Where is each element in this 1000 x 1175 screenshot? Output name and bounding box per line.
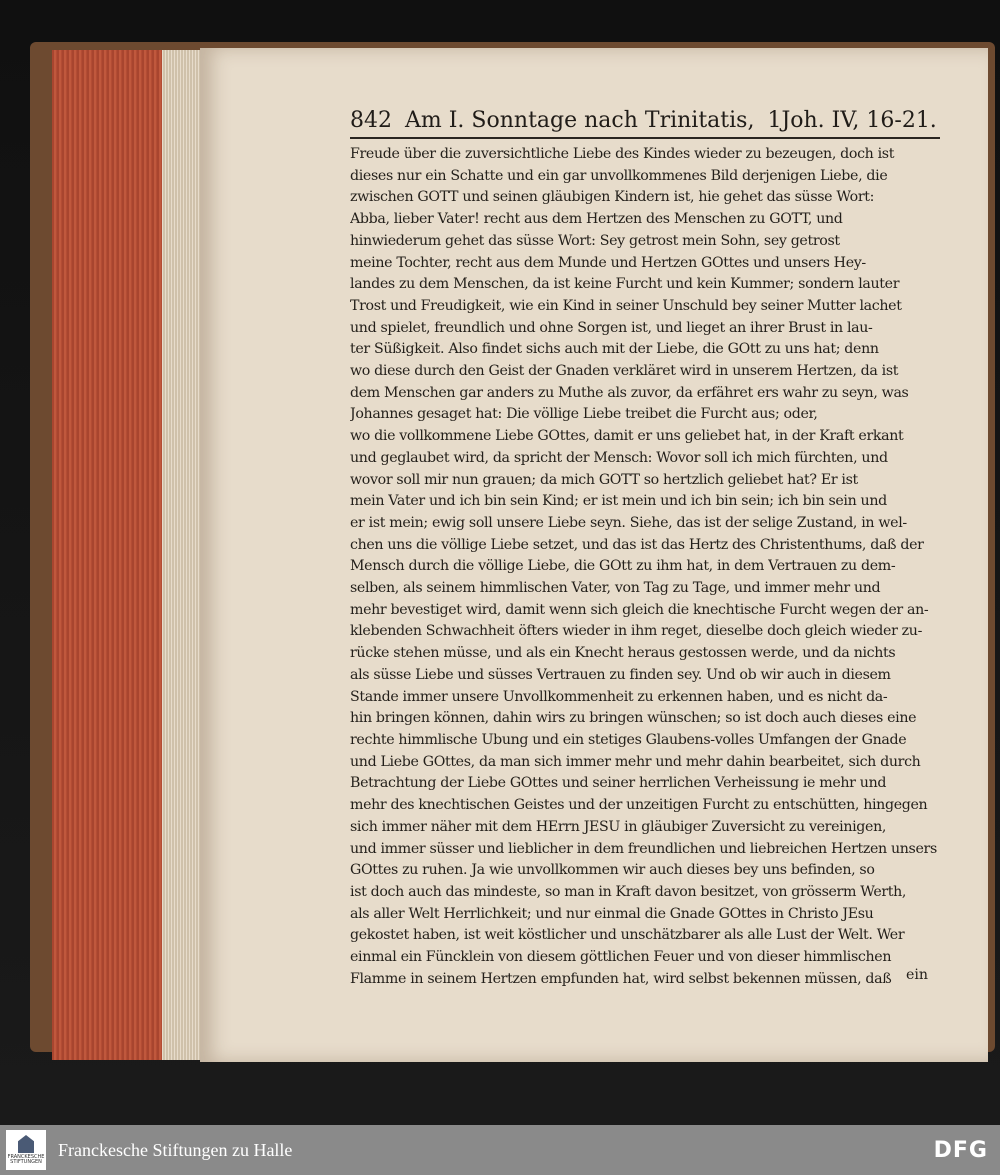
institution-logo	[6, 1130, 46, 1170]
text-line: Trost und Freudigkeit, wie ein Kind in seiner Unschuld bey seiner Mutter lachet	[350, 297, 902, 314]
page-edges	[52, 50, 202, 1060]
text-line: klebenden Schwachheit öfters wieder in ihm reget, dieselbe doch gleich wieder zu-	[350, 623, 923, 640]
text-line: mein Vater und ich bin sein Kind; er ist mein und ich bin sein; ich bin sein und	[350, 493, 887, 510]
text-line: dieses nur ein Schatte und ein gar unvollkommenes Bild derjenigen Liebe, die	[350, 167, 888, 184]
page-number: 842	[350, 108, 392, 133]
text-line: selben, als seinem himmlischen Vater, von Tag zu Tage, und immer mehr und	[350, 580, 881, 597]
logo-text: FRANCKESCHE STIFTUNGEN	[7, 1154, 45, 1165]
text-line: Flamme in seinem Hertzen empfunden hat, wird selbst bekennen müssen, daß	[350, 970, 892, 987]
text-line: GOttes zu ruhen. Ja wie unvollkommen wir auch dieses bey uns befinden, so	[350, 862, 875, 879]
text-line: als aller Welt Herrlichkeit; und nur einmal die Gnade GOttes in Christo JEsu	[350, 905, 874, 922]
text-line: chen uns die völlige Liebe setzet, und das ist das Hertz des Christenthums, daß der	[350, 536, 924, 553]
text-line: Betrachtung der Liebe GOttes und seiner herrlichen Verheissung ie mehr und	[350, 775, 887, 792]
text-line: sich immer näher mit dem HErrn JESU in gläubiger Zuversicht zu vereinigen,	[350, 818, 887, 835]
text-line: wo diese durch den Geist der Gnaden verkläret wird in unserem Hertzen, da ist	[350, 363, 899, 380]
text-line: und spielet, freundlich und ohne Sorgen ist, und lieget an ihrer Brust in lau-	[350, 319, 873, 336]
institution-name: Franckesche Stiftungen zu Halle	[58, 1139, 293, 1160]
text-line: hinwiederum gehet das süsse Wort: Sey getrost mein Sohn, sey getrost	[350, 232, 840, 249]
running-header	[350, 108, 940, 139]
text-line: und geglaubet wird, da spricht der Mensch: Wovor soll ich mich fürchten, und	[350, 449, 888, 466]
text-line: hin bringen können, dahin wirs zu bringen wünschen; so ist doch auch dieses eine	[350, 710, 917, 727]
text-line: Stande immer unsere Unvollkommenheit zu erkennen haben, und es nicht da-	[350, 688, 888, 705]
text-line: gekostet haben, ist weit köstlicher und unschätzbarer als alle Lust der Welt. Wer	[350, 927, 905, 944]
text-line: landes zu dem Menschen, da ist keine Furcht und kein Kummer; sondern lauter	[350, 276, 900, 293]
building-icon	[18, 1135, 34, 1153]
dfg-logo: DFG	[933, 1137, 988, 1163]
text-line: Mensch durch die völlige Liebe, die GOtt zu ihm hat, in dem Vertrauen zu dem-	[350, 558, 896, 575]
footer-bar	[0, 1125, 1000, 1175]
running-head-title: Am I. Sonntage nach Trinitatis,	[405, 108, 755, 133]
text-line: Freude über die zuversichtliche Liebe des Kindes wieder zu bezeugen, doch ist	[350, 146, 895, 162]
catchword: ein	[906, 967, 929, 983]
text-line: er ist mein; ewig soll unsere Liebe seyn. Siehe, das ist der selige Zustand, in wel-	[350, 514, 907, 531]
text-line: zwischen GOTT und seinen gläubigen Kindern ist, hie gehet das süsse Wort:	[350, 189, 875, 206]
text-line: als süsse Liebe und süsses Vertrauen zu finden sey. Und ob wir auch in diesem	[350, 666, 891, 683]
body-text	[350, 144, 944, 990]
text-line: Johannes gesaget hat: Die völlige Liebe treibet die Furcht aus; oder,	[350, 406, 818, 423]
text-line: mehr des knechtischen Geistes und der unzeitigen Furcht zu entschütten, hingegen	[350, 797, 928, 814]
text-line: wo die vollkommene Liebe GOttes, damit er uns geliebet hat, in der Kraft erkant	[350, 428, 904, 445]
text-line: mehr bevestiget wird, damit wenn sich gleich die knechtische Furcht wegen der an-	[350, 601, 929, 618]
text-line: ter Süßigkeit. Also findet sichs auch mit der Liebe, die GOtt zu uns hat; denn	[350, 341, 879, 358]
text-line: dem Menschen gar anders zu Muthe als zuvor, da erfähret ers wahr zu seyn, was	[350, 384, 909, 401]
text-line: und immer süsser und lieblicher in dem freundlichen und liebreichen Hertzen unsers	[350, 840, 937, 857]
text-line: und Liebe GOttes, da man sich immer mehr und mehr dahin bearbeitet, sich durch	[350, 753, 921, 770]
text-line: meine Tochter, recht aus dem Munde und Hertzen GOttes und unsers Hey-	[350, 254, 866, 271]
scripture-reference: 1Joh. IV, 16-21.	[767, 108, 937, 133]
text-line: rücke stehen müsse, und als ein Knecht heraus gestossen werde, und da nichts	[350, 645, 896, 662]
text-line: wovor soll mir nun grauen; da mich GOTT so hertzlich geliebet hat? Er ist	[350, 471, 858, 488]
text-line: Abba, lieber Vater! recht aus dem Hertzen des Menschen zu GOTT, und	[350, 211, 843, 228]
text-line: einmal ein Füncklein von diesem göttlichen Feuer und von dieser himmlischen	[350, 949, 892, 966]
text-line: rechte himmlische Ubung und ein stetiges Glaubens-volles Umfangen der Gnade	[350, 731, 907, 748]
book-page	[200, 48, 988, 1062]
text-line: ist doch auch das mindeste, so man in Kraft davon besitzet, von grösserm Werth,	[350, 883, 907, 900]
